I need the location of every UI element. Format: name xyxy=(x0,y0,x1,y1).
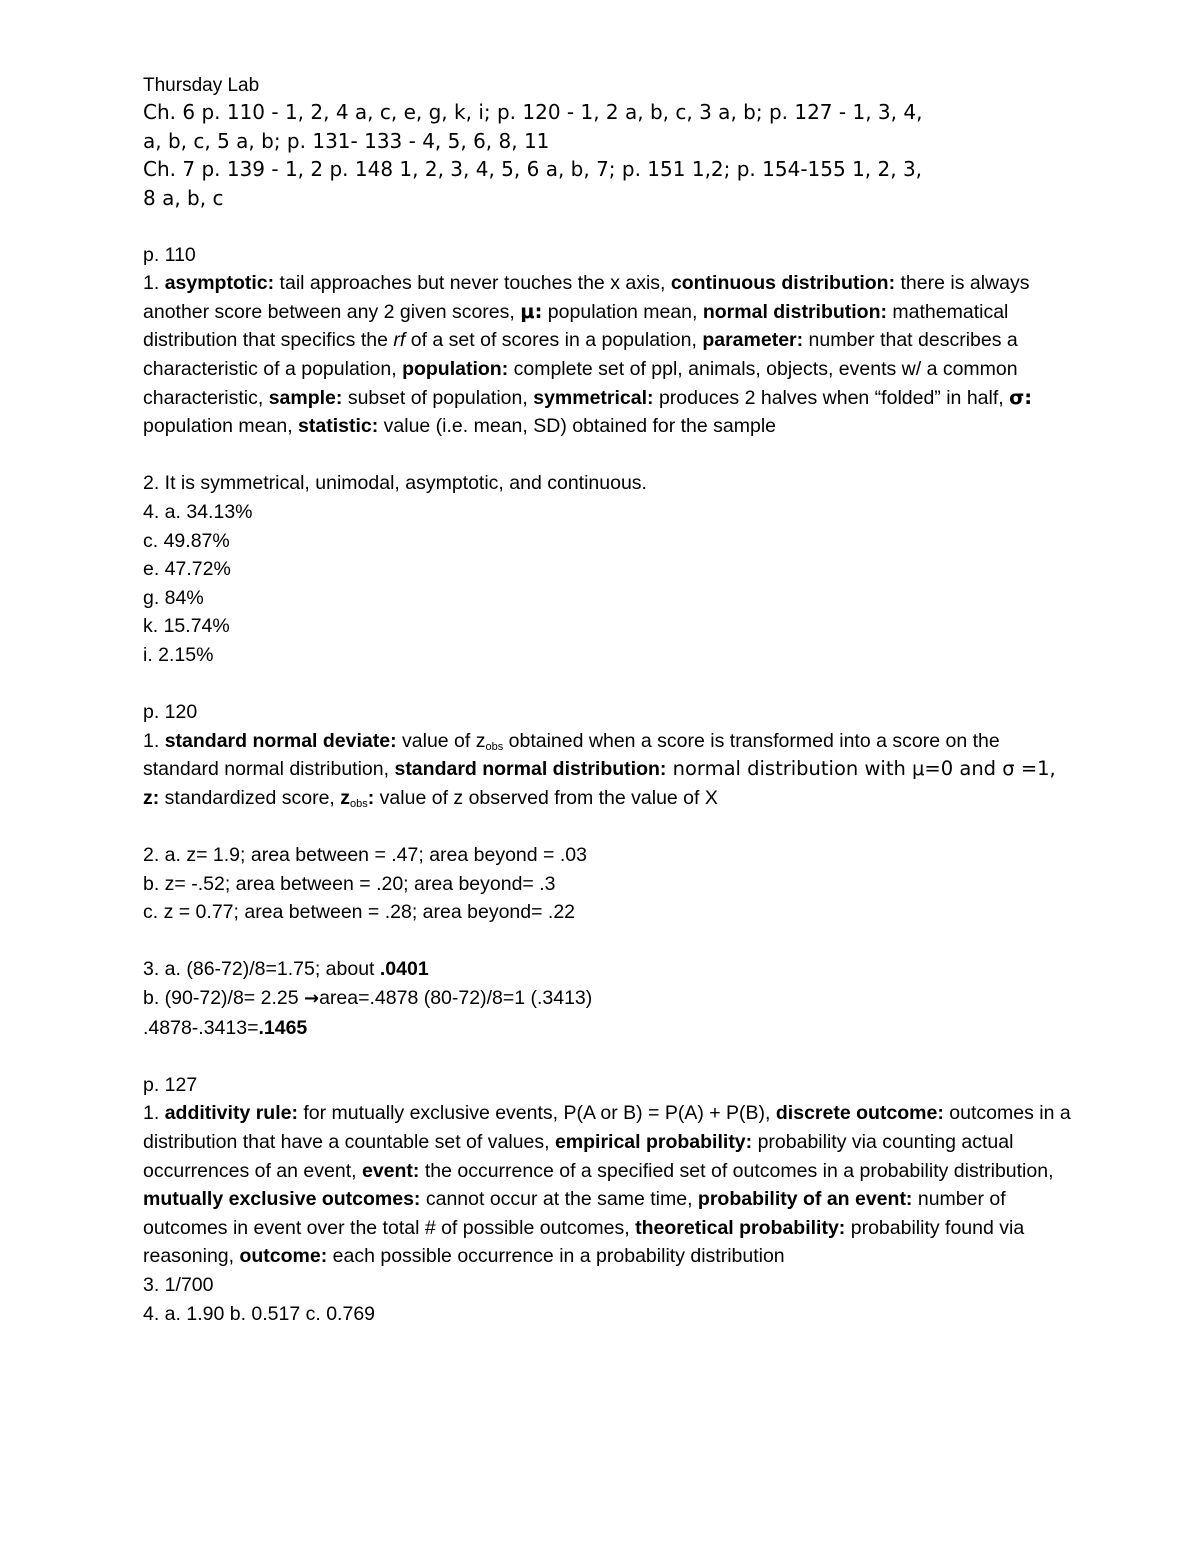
p110-answer-4e: e. 47.72% xyxy=(143,558,231,581)
spacer xyxy=(143,212,1073,241)
p120-answer-3b: b. (90-72)/8= 2.25 →area=.4878 (80-72)/8=1 (.3413) xyxy=(143,987,593,1010)
p110-answer-4i: i. 2.15% xyxy=(143,643,214,666)
p110-answer-2: 2. It is symmetrical, unimodal, asymptotic, and continuous. xyxy=(143,472,647,495)
p120-answer-2a: 2. a. z= 1.9; area between = .47; area beyond = .03 xyxy=(143,844,587,867)
spacer xyxy=(143,670,1073,699)
document-body xyxy=(143,74,1073,1328)
assignment-ch6-line-1: Ch. 6 p. 110 - 1, 2, 4 a, c, e, g, k, i; p. 120 - 1, 2 a, b, c, 3 a, b; p. 127 - 1, 3, 4, xyxy=(143,100,923,124)
spacer xyxy=(143,1042,1073,1071)
p110-answer-4k: k. 15.74% xyxy=(143,615,230,638)
section-heading-p120: p. 120 xyxy=(143,701,198,724)
spacer xyxy=(143,812,1073,841)
p110-answer-4a: 4. a. 34.13% xyxy=(143,500,253,523)
p120-answer-2b: b. z= -.52; area between = .20; area beyond= .3 xyxy=(143,872,556,895)
section-heading-p110: p. 110 xyxy=(143,243,196,266)
document-title: Thursday Lab xyxy=(143,75,260,96)
p127-answer-3: 3. 1/700 xyxy=(143,1273,214,1296)
p120-answer-3b-result: .4878-.3413=.1465 xyxy=(143,1016,308,1039)
spacer xyxy=(143,927,1073,956)
assignment-ch7-line-1: Ch. 7 p. 139 - 1, 2 p. 148 1, 2, 3, 4, 5, 6 a, b, 7; p. 151 1,2; p. 154-155 1, 2, 3, xyxy=(143,157,923,181)
section-heading-p127: p. 127 xyxy=(143,1073,198,1096)
p110-answer-1: 1. asymptotic: tail approaches but never touches the x axis, continuous distribution: there is always another score between any 2 given scores, μ: population mean, normal distribution: mathematical distribution that specifics the rf of a set of scores in a population, parameter: number that describes a characteristic of a population, population: complete set of ppl, animals, objects, events w/ a common characteristic, sample: subset of population, symmetrical: produces 2 halves when “folded” in half, σ: population mean, statistic: value (i.e. mean, SD) obtained for the sample xyxy=(143,272,1033,438)
p127-answer-1: 1. additivity rule: for mutually exclusive events, P(A or B) = P(A) + P(B), discrete outcome: outcomes in a distribution that have a countable set of values, empirical probability: probability via counting actual occurrences of an event, event: the occurrence of a specified set of outcomes in a probability distribution, mutually exclusive outcomes: cannot occur at the same time, probability of an event: number of outcomes in event over the total # of possible outcomes, theoretical probability: probability found via reasoning, outcome: each possible occurrence in a probability distribution xyxy=(143,1102,1071,1268)
p120-answer-2c: c. z = 0.77; area between = .28; area beyond= .22 xyxy=(143,901,576,924)
p120-answer-3a: 3. a. (86-72)/8=1.75; about .0401 xyxy=(143,958,429,981)
p110-answer-4g: g. 84% xyxy=(143,586,204,609)
p120-answer-1: 1. standard normal deviate: value of $z_{obs}$ obtained when a score is transformed into a score on the standard normal distribution, standard normal distribution: normal distribution with μ=0 and σ =1, z: standardized score, $z_{obs}$: value of z observed from the value of X xyxy=(143,729,1056,810)
p110-answer-4c: c. 49.87% xyxy=(143,529,230,552)
spacer xyxy=(143,441,1073,470)
p127-answer-4: 4. a. 1.90 b. 0.517 c. 0.769 xyxy=(143,1302,376,1325)
assignment-ch7-line-2: 8 a, b, c xyxy=(143,185,224,210)
right-arrow-icon: → xyxy=(303,988,320,1010)
assignment-ch6-line-2: a, b, c, 5 a, b; p. 131- 133 - 4, 5, 6, 8, 11 xyxy=(143,128,550,153)
